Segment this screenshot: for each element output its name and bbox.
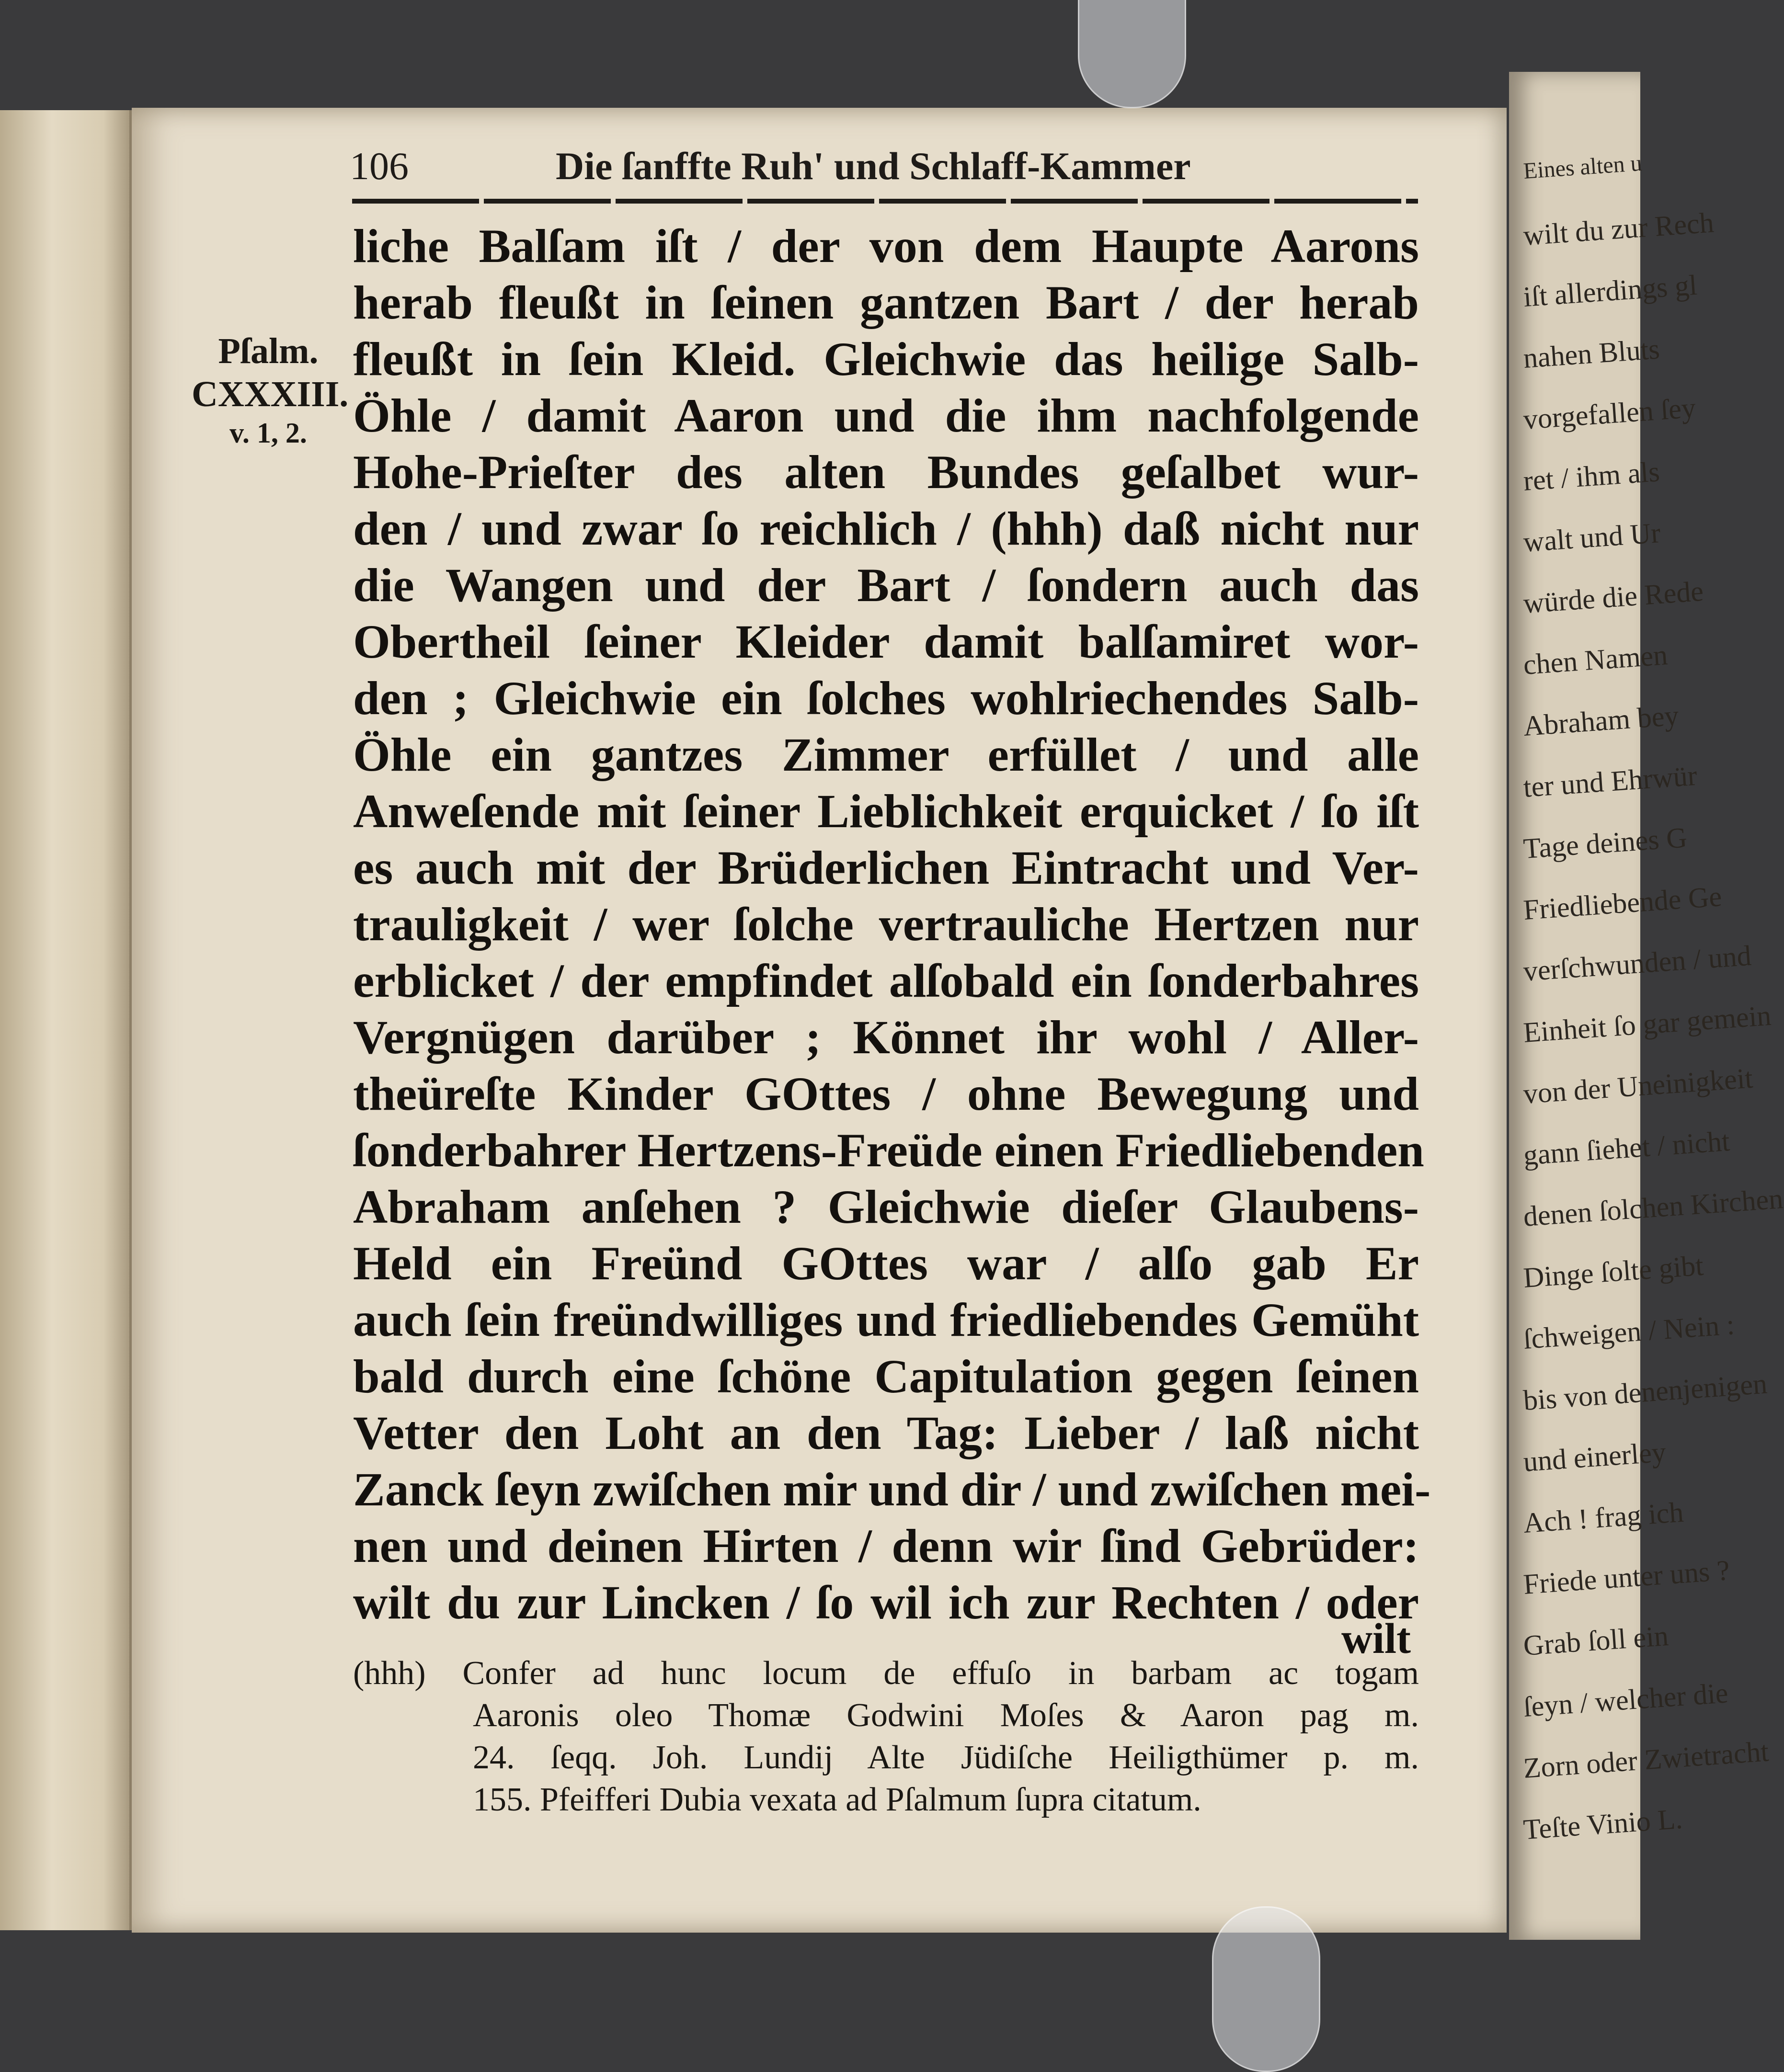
- facing-page-line: Eines alten u: [1522, 150, 1643, 184]
- text-line: Obertheil ſeiner Kleider damit balſamiret wor-: [353, 615, 1419, 668]
- facing-page-line: Zorn oder Zwietracht: [1522, 1735, 1770, 1784]
- facing-page-line: nahen Bluts: [1522, 333, 1661, 374]
- facing-page-line: ret / ihm als: [1522, 455, 1661, 497]
- text-line: es auch mit der Brüderlichen Eintracht und Ver-: [353, 841, 1419, 894]
- facing-page-line: ſeyn / welcher die: [1522, 1677, 1729, 1723]
- running-title: Die ſanffte Ruh' und Schlaff-Kammer: [556, 144, 1191, 188]
- footnote-line: (hhh) Confer ad hunc locum de effuſo in barbam ac togam: [353, 1655, 1419, 1692]
- facing-page-line: Grab ſoll ein: [1522, 1619, 1670, 1662]
- text-line: fleußt in ſein Kleid. Gleichwie das heilige Salb-: [353, 332, 1419, 386]
- facing-page-line: ter und Ehrwür: [1522, 759, 1698, 803]
- facing-page: [1509, 72, 1784, 1940]
- text-line: die Wangen und der Bart / ſondern auch das: [353, 558, 1419, 612]
- text-line: Hohe-Prieſter des alten Bundes geſalbet wur-: [353, 445, 1419, 499]
- facing-page-line: wilt du zur Rech: [1522, 206, 1715, 251]
- page-number: 106: [350, 144, 409, 188]
- facing-page-line: würde die Rede: [1522, 575, 1704, 619]
- facing-page-line: Tage deines G: [1522, 821, 1688, 865]
- page-holder-clip: [1212, 1906, 1320, 2072]
- text-line: liche Balſam iſt / der von dem Haupte Aarons: [353, 219, 1419, 273]
- facing-page-line: walt und Ur: [1522, 517, 1662, 558]
- margin-note-chapter: CXXXIII.: [192, 374, 349, 414]
- facing-page-line: ſchweigen / Nein :: [1522, 1309, 1736, 1355]
- facing-page-line: Friedliebende Ge: [1522, 880, 1723, 926]
- facing-page-line: vorgefallen ſey: [1522, 391, 1697, 435]
- facing-page-line: iſt allerdings gl: [1522, 269, 1698, 313]
- text-line: Öhle ein gantzes Zimmer erfüllet / und alle: [353, 728, 1419, 781]
- facing-page-line: Ach ! frag ich: [1522, 1496, 1685, 1539]
- facing-page-line: Friede unter uns ?: [1522, 1554, 1731, 1600]
- footnote-line: 155. Pfeifferi Dubia vexata ad Pſalmum ſupra citatum.: [473, 1781, 1201, 1818]
- text-line: Anweſende mit ſeiner Lieblichkeit erquicket / ſo iſt: [353, 785, 1419, 838]
- facing-page-line: Teſte Vinio L.: [1522, 1802, 1684, 1845]
- footnote-line: 24. ſeqq. Joh. Lundij Alte Jüdiſche Heiligthümer p. m.: [473, 1739, 1419, 1776]
- body-text: [353, 218, 1431, 1631]
- facing-page-line: Abraham bey: [1522, 699, 1680, 742]
- facing-page-line: chen Namen: [1522, 639, 1669, 681]
- text-line: Zanck ſeyn zwiſchen mir und dir / und zwiſchen mei-: [353, 1463, 1431, 1516]
- text-line: Held ein Freünd GOttes war / alſo gab Er: [353, 1237, 1419, 1290]
- footnotes: [353, 1652, 1419, 1821]
- facing-page-line: verſchwunden / und: [1522, 939, 1752, 987]
- text-line: theüreſte Kinder GOttes / ohne Bewegung und: [353, 1067, 1419, 1120]
- text-line: Vetter den Loht an den Tag: Lieber / laß nicht: [353, 1406, 1419, 1459]
- text-line: ſonderbahrer Hertzens-Freüde einen Friedliebenden: [353, 1124, 1424, 1177]
- header-rule: [352, 199, 1418, 204]
- facing-page-line: Dinge ſolte gibt: [1522, 1249, 1704, 1294]
- page-holder-clip: [1078, 0, 1186, 108]
- text-line: Abraham anſehen ? Gleichwie dieſer Glaubens-: [353, 1180, 1419, 1233]
- facing-page-line: und einerley: [1522, 1436, 1667, 1478]
- page-header: [350, 144, 1418, 196]
- facing-page-line: Einheit ſo gar gemein: [1522, 999, 1773, 1048]
- facing-page-line: gann ſiehet / nicht: [1522, 1125, 1731, 1171]
- facing-page-line: bis von denenjenigen: [1522, 1367, 1768, 1416]
- text-line: herab fleußt in ſeinen gantzen Bart / der herab: [353, 276, 1419, 329]
- text-line: nen und deinen Hirten / denn wir ſind Gebrüder:: [353, 1519, 1419, 1572]
- text-line: trauligkeit / wer ſolche vertrauliche Hertzen nur: [353, 898, 1419, 951]
- text-line: wilt du zur Lincken / ſo wil ich zur Rechten / oder: [353, 1576, 1419, 1629]
- text-line: den ; Gleichwie ein ſolches wohlriechendes Salb-: [353, 672, 1419, 725]
- previous-pages-stack: [0, 110, 132, 1930]
- margin-note-psalm: Pſalm.: [218, 331, 319, 371]
- facing-page-line: von der Uneinigkeit: [1522, 1062, 1754, 1110]
- text-line: auch ſein freündwilliges und friedliebendes Gemüht: [353, 1293, 1419, 1346]
- text-line: den / und zwar ſo reichlich / (hhh) daß nicht nur: [353, 502, 1419, 555]
- text-line: Vergnügen darüber ; Könnet ihr wohl / Aller-: [353, 1011, 1419, 1064]
- catchword: wilt: [1341, 1615, 1411, 1662]
- text-line: Öhle / damit Aaron und die ihm nachfolgende: [353, 389, 1419, 442]
- footnote-line: Aaronis oleo Thomæ Godwini Moſes & Aaron pag m.: [473, 1697, 1419, 1734]
- facing-page-line: denen ſolchen Kirchen: [1522, 1183, 1784, 1232]
- text-line: bald durch eine ſchöne Capitulation gegen ſeinen: [353, 1350, 1419, 1403]
- margin-note-verse: v. 1, 2.: [229, 417, 307, 449]
- text-line: erblicket / der empfindet alſobald ein ſonderbahres: [353, 954, 1419, 1007]
